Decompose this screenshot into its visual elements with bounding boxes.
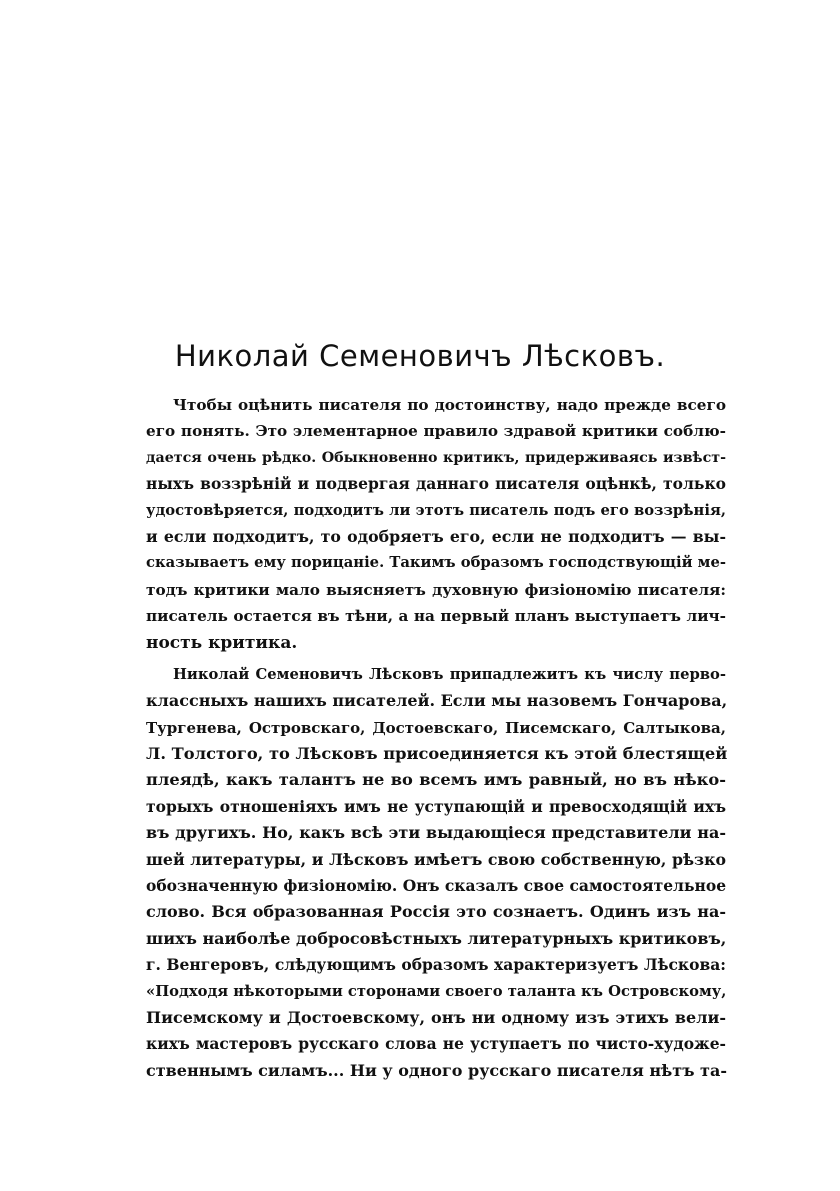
text-line: Тургенева, Островскаго, Достоевскаго, Писемскаго, Салтыкова, — [146, 718, 726, 737]
text-line: кихъ мастеровъ русскаго слова не уступаетъ по чисто-художе- — [146, 1034, 726, 1054]
text-line: ность критика. — [146, 632, 298, 653]
text-line: ныхъ воззрѣній и подвергая даннаго писателя оцѣнкѣ, только — [146, 474, 726, 494]
chapter-title: Николай Семеновичъ Лѣсковъ. — [174, 339, 666, 373]
text-line: г. Венгеровъ, слѣдующимъ образомъ характеризуетъ Лѣскова: — [146, 955, 726, 975]
text-line: классныхъ нашихъ писателей. Если мы назовемъ Гончарова, — [146, 691, 728, 711]
text-line: «Подходя нѣкоторыми сторонами своего таланта къ Островскому, — [146, 982, 727, 1000]
text-line: дается очень рѣдко. Обыкновенно критикъ, придерживаясь извѣст- — [146, 449, 726, 466]
text-line: плеядѣ, какъ талантъ не во всемъ имъ равный, но въ нѣко- — [146, 770, 726, 790]
text-line: торыхъ отношеніяхъ имъ не уступающій и превосходящій ихъ — [146, 796, 726, 816]
text-line: Писемскому и Достоевскому, онъ ни одному изъ этихъ вели- — [146, 1007, 726, 1027]
text-line: ственнымъ силамъ... Ни у одного русскаго писателя нѣтъ та- — [146, 1060, 727, 1080]
text-line: удостовѣряется, подходитъ ли этотъ писатель подъ его воззрѣнія, — [146, 501, 726, 519]
text-line: обозначенную физіономію. Онъ сказалъ свое самостоятельное — [146, 876, 727, 896]
text-line: тодъ критики мало выясняетъ духовную физіономію писателя: — [146, 580, 726, 599]
text-line: и если подходитъ, то одобряетъ его, если не подходитъ — вы- — [146, 526, 726, 546]
text-line: шихъ наиболѣе добросовѣстныхъ литературныхъ критиковъ, — [146, 928, 727, 948]
text-line: его понять. Это элементарное правило здравой критики соблю- — [146, 422, 726, 441]
text-line: шей литературы, и Лѣсковъ имѣетъ свою собственную, рѣзко — [146, 849, 726, 869]
text-line: писатель остается въ тѣни, а на первый планъ выступаетъ лич- — [146, 607, 726, 626]
text-line: Л. Толстого, то Лѣсковъ присоединяется къ этой блестящей — [146, 744, 728, 764]
text-line: въ другихъ. Но, какъ всѣ эти выдающіеся представители на- — [146, 823, 726, 843]
body-text — [146, 392, 726, 1084]
text-line: сказываетъ ему порицаніе. Такимъ образомъ господствующій ме- — [146, 554, 727, 572]
text-line: Чтобы оцѣнить писателя по достоинству, надо прежде всего — [173, 396, 726, 414]
text-line: слово. Вся образованная Россія это сознаетъ. Одинъ изъ на- — [146, 902, 726, 922]
text-line: Николай Семеновичъ Лѣсковъ припадлежитъ къ числу перво- — [173, 665, 726, 683]
